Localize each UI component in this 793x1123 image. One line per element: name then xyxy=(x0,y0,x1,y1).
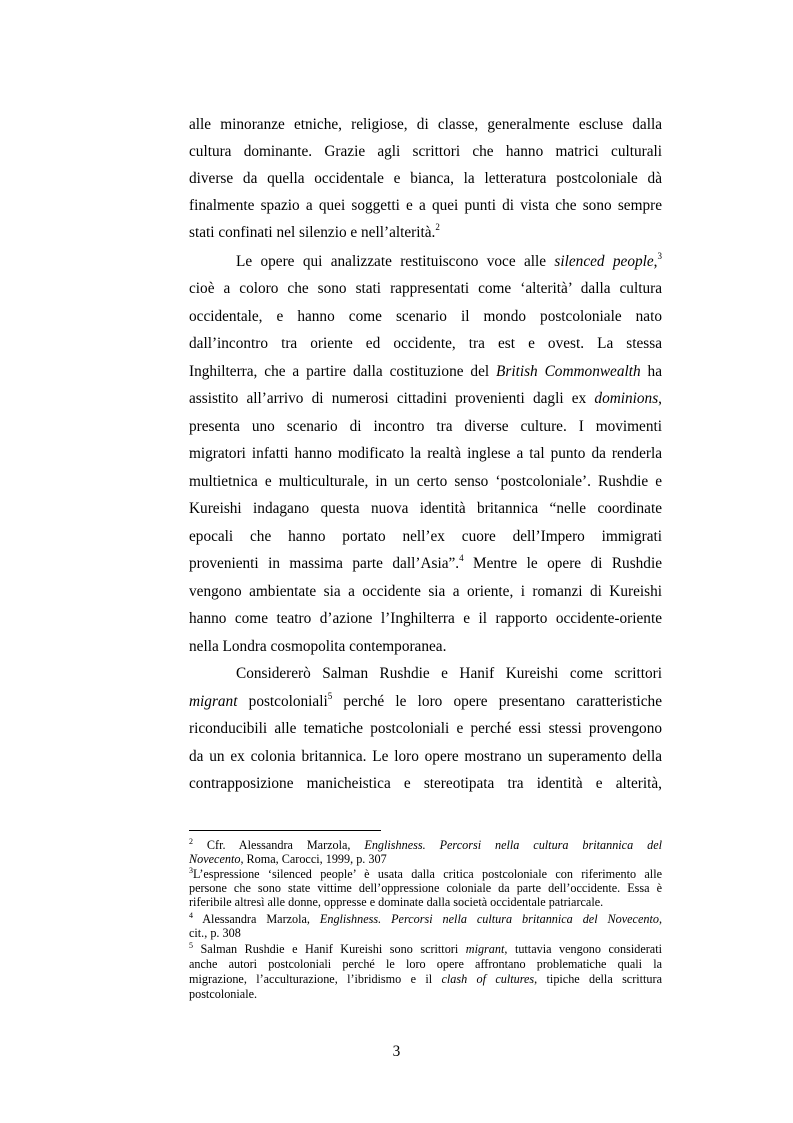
text-run: provenienti in massima parte dall’Asia”. xyxy=(189,555,460,572)
text-run: Mentre le opere di Rushdie xyxy=(463,555,662,572)
footnote-4 xyxy=(189,913,662,928)
text-run: , tipiche della scrittura xyxy=(534,972,662,986)
text-line: Considererò Salman Rushdie e Hanif Kureishi come scrittori xyxy=(236,665,662,682)
text-run: , xyxy=(658,390,662,407)
footnote-separator xyxy=(189,830,381,831)
text-run: , Roma, Carocci, 1999, p. 307 xyxy=(240,852,387,866)
text-run: ha xyxy=(640,363,662,380)
footnote-5-cont xyxy=(189,973,662,987)
text-line: occidentale, e hanno come scenario il mondo postcoloniale nato xyxy=(189,308,662,325)
text-line: presenta uno scenario di incontro tra diverse culture. I movimenti xyxy=(189,418,662,435)
text-line: cultura dominante. Grazie agli scrittori che hanno matrici culturali xyxy=(189,143,662,160)
text-run: L’espressione ‘silenced people’ è usata dalla critica postcoloniale con riferimento alle xyxy=(193,867,662,881)
italic-term: Englishness. Percorsi nella cultura britannica del xyxy=(364,838,662,852)
text-line: alle minoranze etniche, religiose, di classe, generalmente escluse dalla xyxy=(189,116,662,133)
italic-term: migrant xyxy=(465,942,505,956)
footnote-number: 2 xyxy=(189,837,193,846)
text-run: , xyxy=(653,253,658,270)
text-line: riconducibili alle tematiche postcoloniali e perché essi stessi provengono xyxy=(189,720,662,737)
text-run: Salman Rushdie e Hanif Kureishi sono scrittori xyxy=(193,942,466,956)
text-run: assistito all’arrivo di numerosi cittadini provenienti dagli ex xyxy=(189,390,595,407)
text-line: dall’incontro tra oriente ed occidente, tra est e ovest. La stessa xyxy=(189,335,662,352)
italic-term: migrant xyxy=(189,693,238,710)
text-line: cioè a coloro che sono stati rappresentati come ‘alterità’ dalla cultura xyxy=(189,280,662,297)
text-line xyxy=(189,362,662,382)
text-line: da un ex colonia britannica. Le loro opere mostrano un superamento della xyxy=(189,748,662,765)
italic-term: British Commonwealth xyxy=(496,363,641,380)
text-line: vengono ambientate sia a occidente sia a oriente, i romanzi di Kureishi xyxy=(189,583,662,600)
text-line: finalmente spazio a quei soggetti e a quei punti di vista che sono sempre xyxy=(189,197,662,214)
footnote-number: 4 xyxy=(189,911,193,920)
text-line: multietnica e multiculturale, in un certo senso ‘postcoloniale’. Rushdie e xyxy=(189,473,662,490)
page-number: 3 xyxy=(392,1043,401,1060)
footnote-ref-3[interactable]: 3 xyxy=(657,251,662,261)
footnote-ref-2[interactable]: 2 xyxy=(435,222,440,232)
text-line: contrapposizione manicheistica e stereotipata tra identità e alterità, xyxy=(189,775,662,792)
text-line: Kureishi indagano questa nuova identità britannica “nelle coordinate xyxy=(189,500,662,517)
footnote-5 xyxy=(189,943,662,958)
text-run: stati confinati nel silenzio e nell’alterità. xyxy=(189,224,436,241)
text-line: nella Londra cosmopolita contemporanea. xyxy=(189,638,447,655)
text-line xyxy=(189,223,662,244)
text-run: Cfr. Alessandra Marzola, xyxy=(193,838,365,852)
text-run: Alessandra Marzola, xyxy=(193,912,320,926)
footnote-5-cont: anche autori postcoloniali perché le loro opere affrontano problematiche quali la xyxy=(189,957,662,971)
italic-term: silenced people xyxy=(554,253,654,270)
text-run: , tuttavia vengono considerati xyxy=(504,942,662,956)
italic-term: Englishness. Percorsi nella cultura britannica del Novecento xyxy=(319,912,659,926)
text-run: migrazione, l’acculturazione, l’ibridismo e il xyxy=(189,972,442,986)
text-line: hanno come teatro d’azione l’Inghilterra e il rapporto occidente-oriente xyxy=(189,610,662,627)
text-line xyxy=(189,554,662,575)
footnote-3-cont: persone che sono state vittime dell’oppressione coloniale da parte dell’occidente. Essa è xyxy=(189,881,662,895)
text-line xyxy=(189,389,662,409)
text-line: diverse da quella occidentale e bianca, la letteratura postcoloniale dà xyxy=(189,170,662,187)
footnote-5-cont: postcoloniale. xyxy=(189,987,258,1001)
text-line xyxy=(189,252,662,273)
text-run: perché le loro opere presentano caratteristiche xyxy=(332,693,662,710)
text-line: migratori infatti hanno modificato la realtà inglese a tal punto da renderla xyxy=(189,445,662,462)
footnote-2-cont xyxy=(189,853,662,867)
text-line xyxy=(189,692,662,713)
footnote-4-cont: cit., p. 308 xyxy=(189,926,241,940)
footnote-3-cont: riferibile altresì alle donne, oppresse e dominate dalla società occidentale patriarcale. xyxy=(189,895,604,909)
text-run: postcoloniali xyxy=(237,693,328,710)
footnote-ref-5[interactable]: 5 xyxy=(327,691,333,701)
text-run: , xyxy=(658,912,662,926)
italic-term: Novecento xyxy=(189,852,241,866)
text-line: epocali che hanno portato nell’ex cuore dell’Impero immigrati xyxy=(189,528,662,545)
italic-term: clash of cultures xyxy=(441,972,535,986)
text-run: Inghilterra, che a partire dalla costituzione del xyxy=(189,363,497,380)
text-run: Le opere qui analizzate restituiscono voce alle xyxy=(236,253,555,270)
footnote-number: 3 xyxy=(189,866,193,875)
italic-term: dominions xyxy=(594,390,659,407)
footnote-ref-4[interactable]: 4 xyxy=(459,553,464,563)
footnote-number: 5 xyxy=(189,941,193,950)
